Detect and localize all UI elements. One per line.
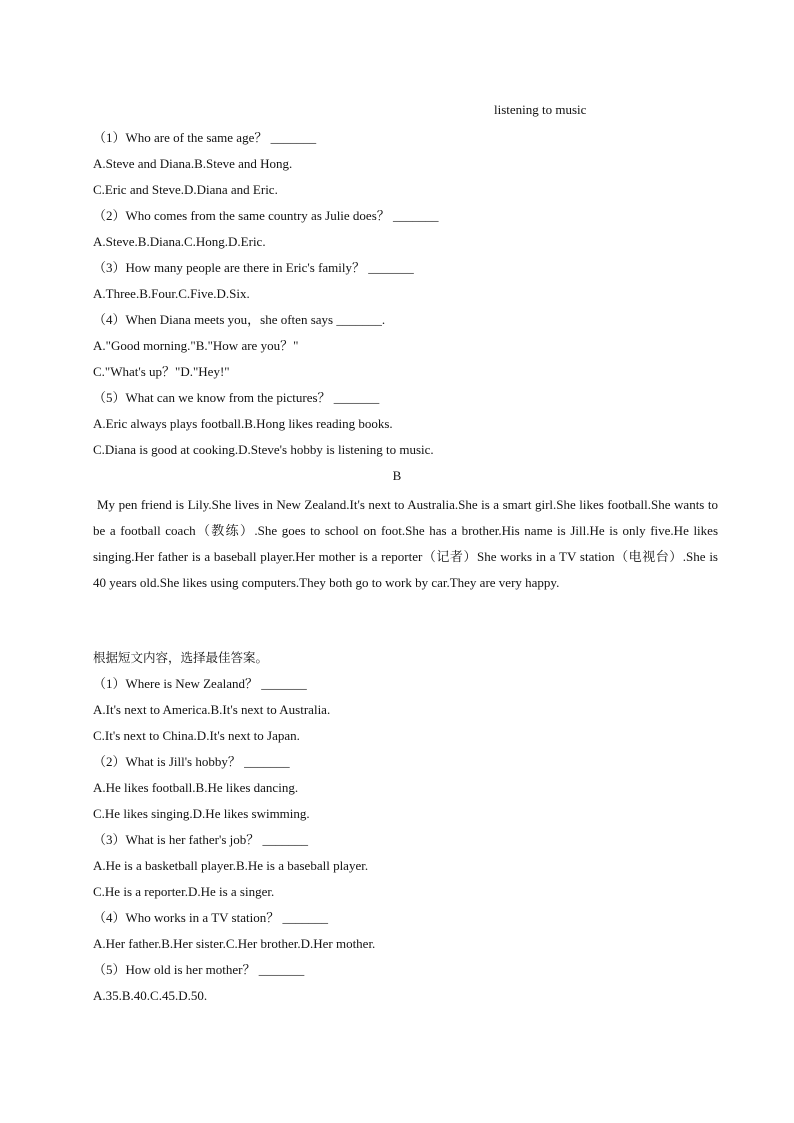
section-b-option-line: C.It's next to China.D.It's next to Japan. bbox=[93, 728, 300, 743]
section-b-option-line: C.He likes singing.D.He likes swimming. bbox=[93, 806, 310, 821]
instruction-text: 根据短文内容，选择最佳答案。 bbox=[93, 650, 269, 665]
reading-passage: My pen friend is Lily.She lives in New Zealand.It's next to Australia.She is a smart girl.She likes football.She wants to be a football coach（教练）.She goes to school on foot.She has a brother.His name is Jill.He is only five.He likes singing.Her father is a baseball player.Her mother is a reporter（记者）She works in a TV station（电视台）.She is 40 years old.She likes using computers.They both go to work by car.They are very happy. bbox=[93, 497, 718, 590]
section-a-option-line: C.Eric and Steve.D.Diana and Eric. bbox=[93, 182, 278, 197]
section-a-option-line: C.Diana is good at cooking.D.Steve's hobby is listening to music. bbox=[93, 442, 434, 457]
section-heading: B bbox=[392, 468, 402, 483]
section-a-question-1: （1）Who are of the same age？ _______ bbox=[93, 130, 317, 145]
section-a-question-5: （5）What can we know from the pictures？ _______ bbox=[93, 390, 380, 405]
section-a-option-line: A.Eric always plays football.B.Hong likes reading books. bbox=[93, 416, 393, 431]
section-a-question-3: （3）How many people are there in Eric's family？ _______ bbox=[93, 260, 414, 275]
section-a-option-line: A.Steve and Diana.B.Steve and Hong. bbox=[93, 156, 293, 171]
section-a-option-line: A.Three.B.Four.C.Five.D.Six. bbox=[93, 286, 250, 301]
section-b-option-line: A.Her father.B.Her sister.C.Her brother.D.Her mother. bbox=[93, 936, 376, 951]
section-a-question-4: （4）When Diana meets you，she often says _______. bbox=[93, 312, 386, 327]
continued-fragment: listening to music bbox=[494, 102, 587, 117]
section-b-question-2: （2）What is Jill's hobby？ _______ bbox=[93, 754, 290, 769]
section-a-option-line: C."What's up？"D."Hey!" bbox=[93, 364, 230, 379]
section-a-question-2: （2）Who comes from the same country as Julie does？ _______ bbox=[93, 208, 439, 223]
section-b-option-line: A.He likes football.B.He likes dancing. bbox=[93, 780, 299, 795]
section-a-option-line: A."Good morning."B."How are you？" bbox=[93, 338, 299, 353]
section-b-option-line: A.It's next to America.B.It's next to Australia. bbox=[93, 702, 331, 717]
section-b-option-line: A.He is a basketball player.B.He is a baseball player. bbox=[93, 858, 369, 873]
section-b-question-4: （4）Who works in a TV station？ _______ bbox=[93, 910, 328, 925]
section-a-option-line: A.Steve.B.Diana.C.Hong.D.Eric. bbox=[93, 234, 266, 249]
section-b-option-line: C.He is a reporter.D.He is a singer. bbox=[93, 884, 275, 899]
section-b-option-line: A.35.B.40.C.45.D.50. bbox=[93, 988, 208, 1003]
section-b-question-3: （3）What is her father's job？ _______ bbox=[93, 832, 308, 847]
section-b-question-5: （5）How old is her mother？ _______ bbox=[93, 962, 305, 977]
section-b-question-1: （1）Where is New Zealand？ _______ bbox=[93, 676, 307, 691]
